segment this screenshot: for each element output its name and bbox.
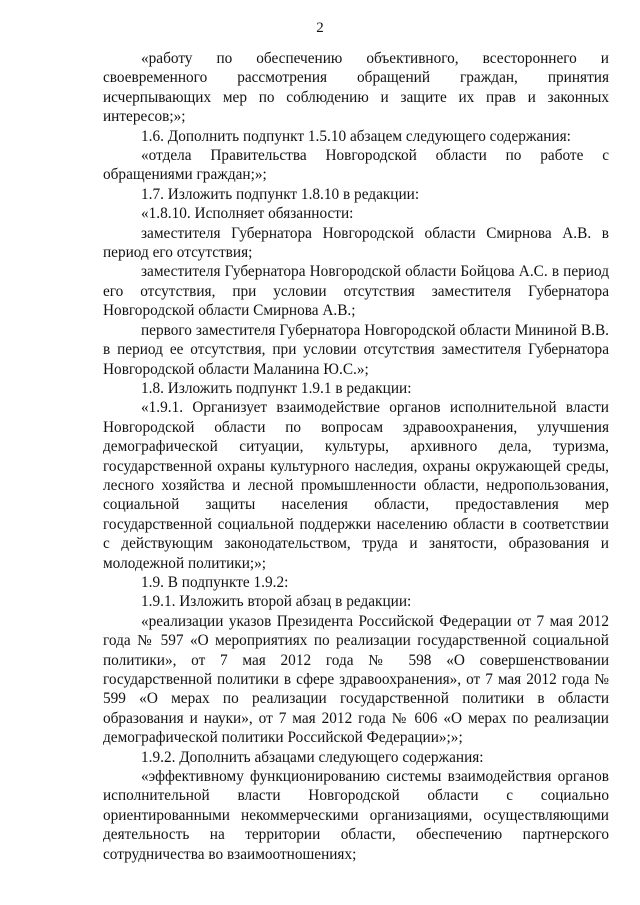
paragraph: 1.6. Дополнить подпункт 1.5.10 абзацем следующего содержания: bbox=[141, 127, 571, 145]
paragraph: 1.9.2. Дополнить абзацами следующего содержания: bbox=[141, 748, 484, 766]
paragraph: «1.9.1. Организует взаимодействие органов исполнительной власти Новгородской области по вопросам здравоохранения, улучшения демографической ситуации, культуры, архивного дела, туризма, государственной охраны культурного наследия, охраны окружающей среды, лесного хозяйства и лесной промышленности области, недропользования, социальной защиты населения области, предоставления мер государственной социальной поддержки населению области в соответствии с действующим законодательством, труда и занятости, образования и молодежной политики;»; bbox=[103, 399, 609, 572]
paragraph: «1.8.10. Исполняет обязанности: bbox=[141, 205, 354, 223]
page-number: 2 bbox=[316, 20, 324, 36]
paragraph: заместителя Губернатора Новгородской области Смирнова А.В. в период его отсутствия; bbox=[103, 224, 609, 262]
paragraph: «эффективному функционированию системы взаимодействия органов исполнительной власти Новгородской области с социально ориентированными некоммерческими организациями, осуществляющими деятельность на территории области, обеспечению партнерского сотрудничества во взаимоотношениях; bbox=[103, 768, 609, 863]
paragraph: «реализации указов Президента Российской Федерации от 7 мая 2012 года № 597 «О мероприятиях по реализации государственной социальной политики», от 7 мая 2012 года № 598 «О совершенствовании государственной политики в сфере здравоохранения», от 7 мая 2012 года № 599 «О мерах по реализации государственной политики в области образования и науки», от 7 мая 2012 года № 606 «О мерах по реализации демографической политики Российской Федерации»;»; bbox=[103, 612, 609, 747]
paragraph: заместителя Губернатора Новгородской области Бойцова А.С. в период его отсутствия, при условии отсутствия заместителя Губернатора Новгородской области Смирнова А.В.; bbox=[103, 263, 609, 320]
document-body bbox=[103, 49, 609, 864]
paragraph: 1.8. Изложить подпункт 1.9.1 в редакции: bbox=[141, 379, 412, 397]
paragraph: 1.9. В подпункте 1.9.2: bbox=[141, 573, 289, 591]
paragraph: первого заместителя Губернатора Новгородской области Мининой В.В. в период ее отсутствия, при условии отсутствия заместителя Губернатора Новгородской области Маланина Ю.С.»; bbox=[103, 321, 609, 378]
paragraph: 1.9.1. Изложить второй абзац в редакции: bbox=[141, 593, 412, 611]
paragraph: 1.7. Изложить подпункт 1.8.10 в редакции: bbox=[141, 185, 420, 203]
paragraph: «отдела Правительства Новгородской области по работе с обращениями граждан;»; bbox=[103, 147, 609, 184]
paragraph: «работу по обеспечению объективного, всестороннего и своевременного рассмотрения обращений граждан, принятия исчерпывающих мер по соблюдению и защите их прав и законных интересов;»; bbox=[103, 50, 609, 126]
